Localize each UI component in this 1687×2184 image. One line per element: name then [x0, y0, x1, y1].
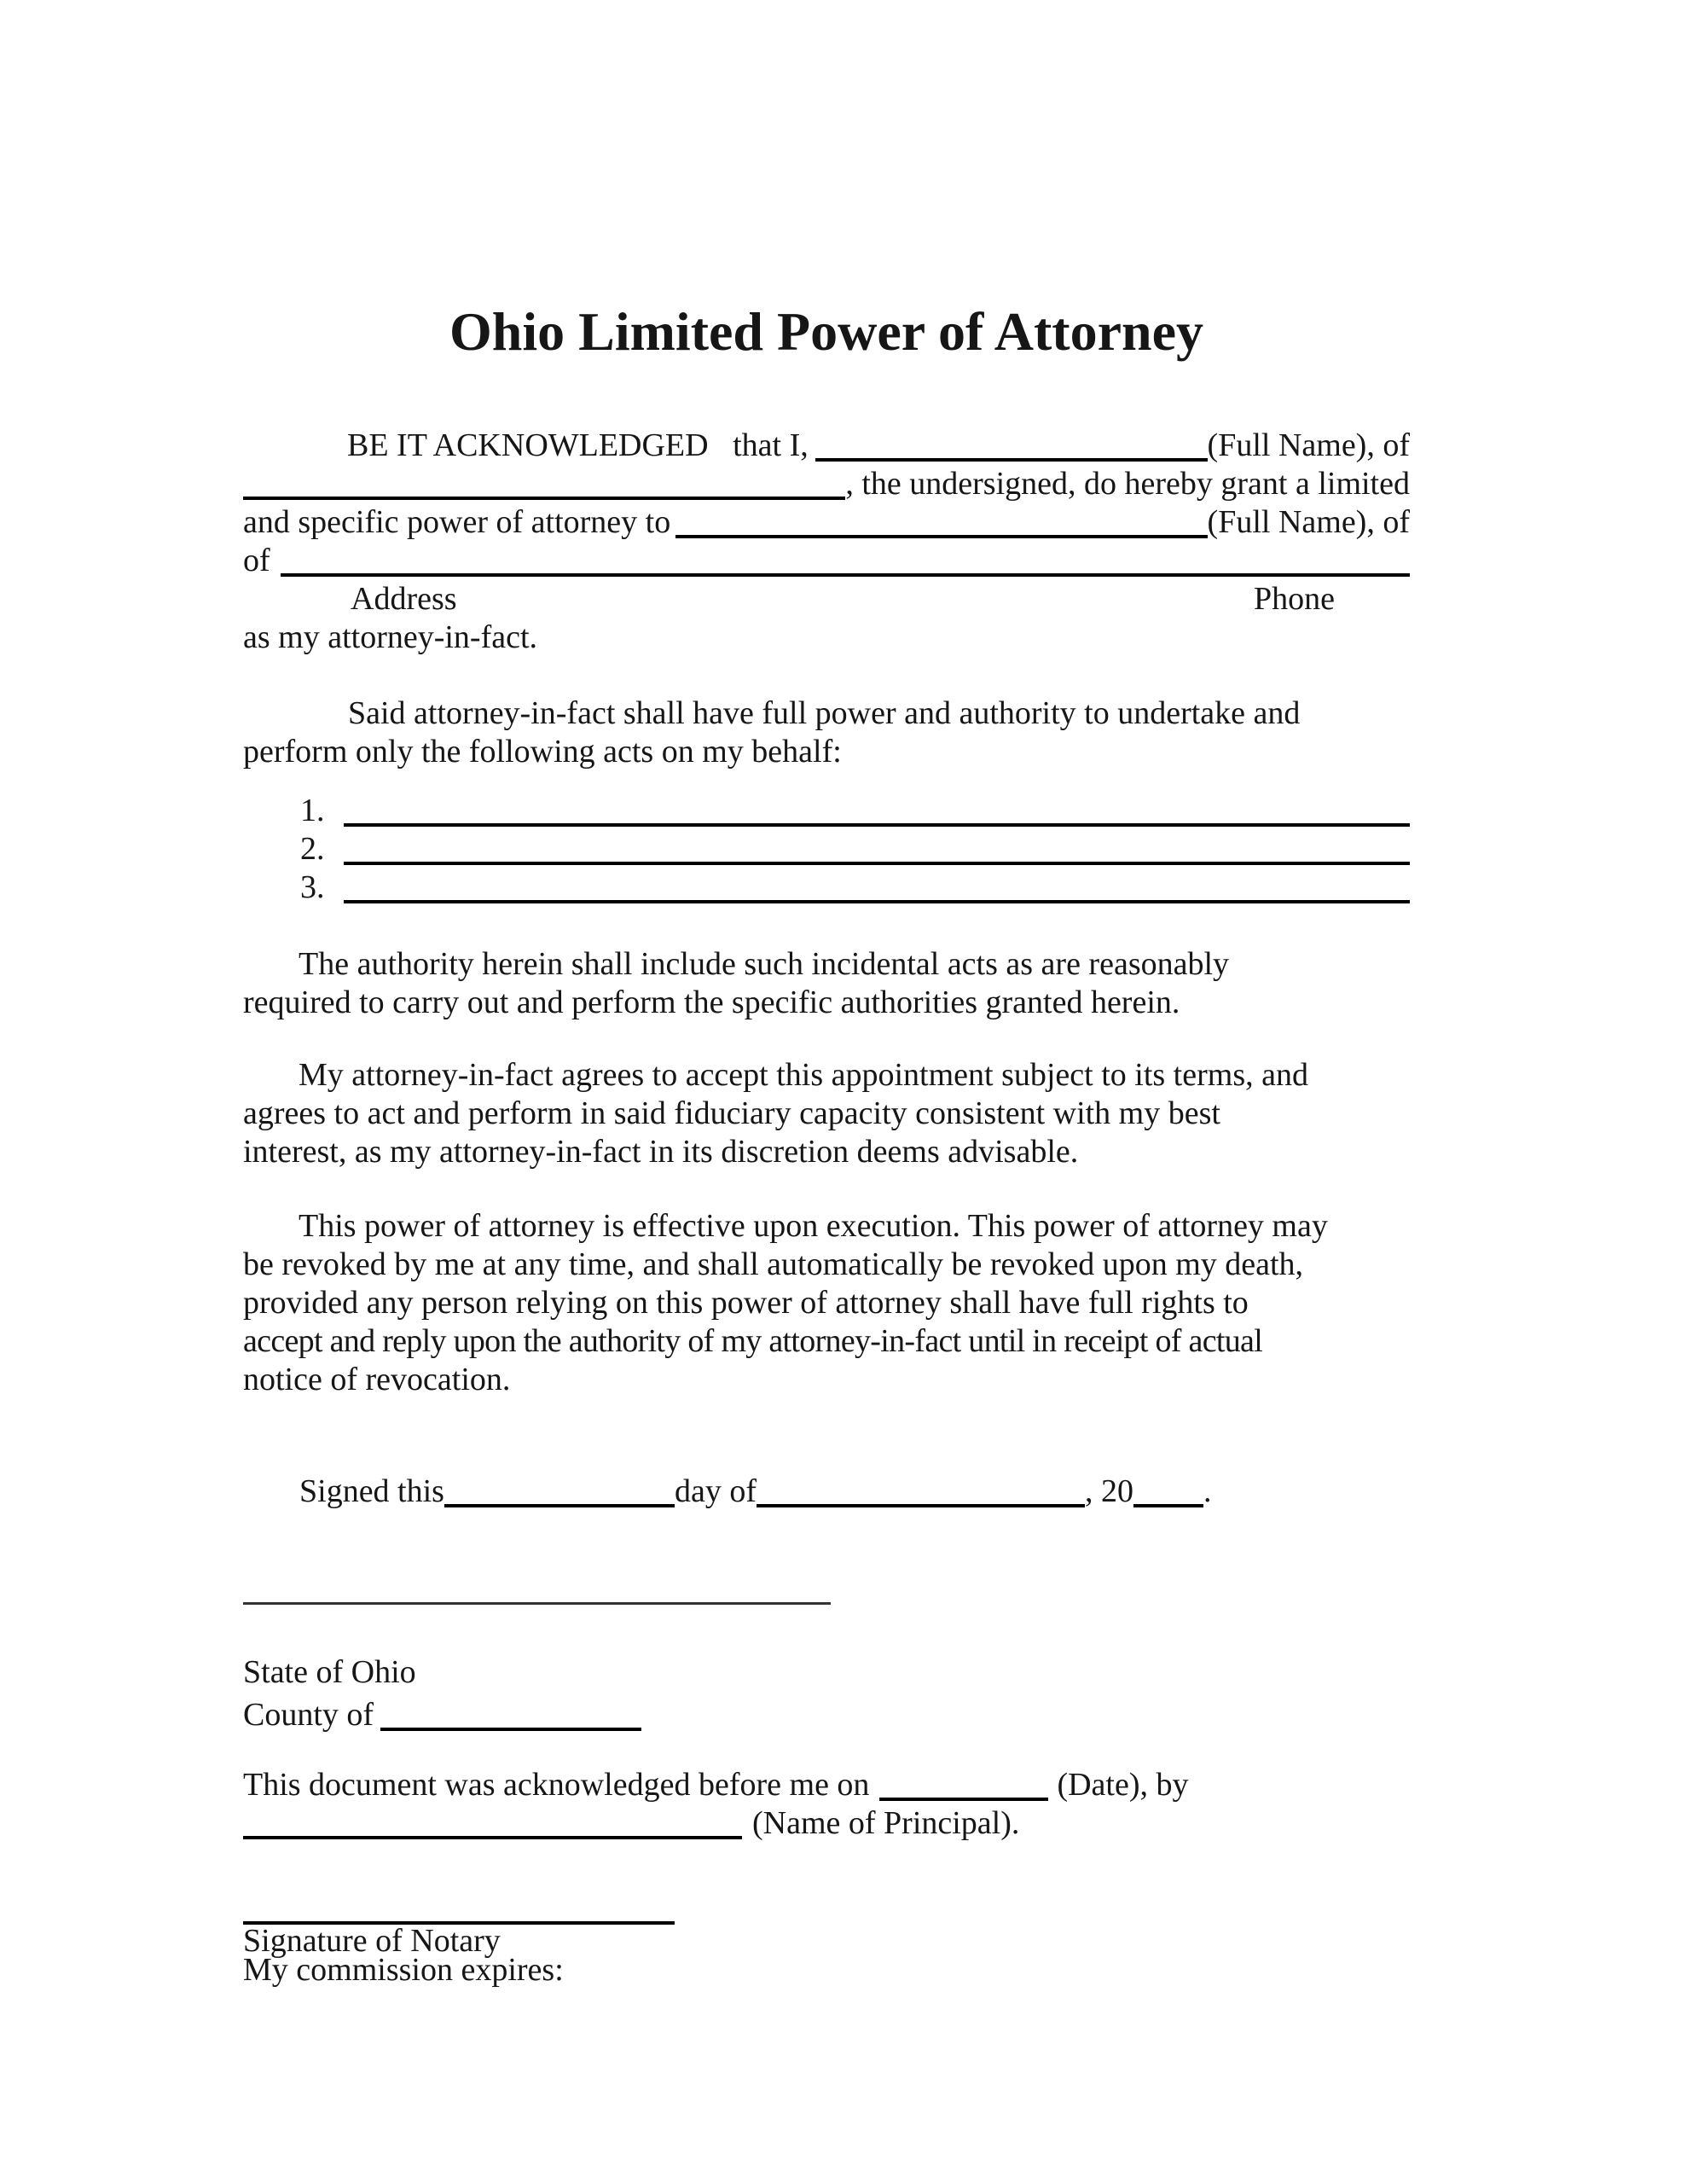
attorney-name-field[interactable] [675, 535, 1207, 538]
p1-l4-pre: of [243, 543, 270, 578]
state-line [243, 1653, 1410, 1692]
signed-year-field[interactable] [1133, 1504, 1203, 1507]
p5-line2 [243, 1246, 1410, 1284]
phone-label: Phone [1254, 581, 1335, 617]
act-row-3 [243, 868, 1410, 907]
act-1-number: 1. [300, 793, 325, 828]
county-pre: County of [243, 1697, 374, 1733]
notary-sig-text: Signature of Notary [243, 1923, 501, 1959]
county-line [243, 1696, 1410, 1734]
p5-l3-text: provided any person relying on this power of attorney shall have full rights to [243, 1285, 1249, 1321]
principal-address-field[interactable] [243, 497, 845, 500]
acknowledgment-line2 [243, 1804, 1410, 1843]
p4-l1-text: My attorney-in-fact agrees to accept this appointment subject to its terms, and [299, 1057, 1308, 1093]
attorney-address-phone-field[interactable] [281, 573, 1410, 577]
p5-l4-text: accept and reply upon the authority of my attorney-in-fact until in receipt of actual [243, 1323, 1263, 1359]
ack-date-field[interactable] [879, 1798, 1048, 1801]
p1-line6 [243, 619, 1410, 657]
p4-line1 [243, 1056, 1410, 1095]
p3-l1-text: The authority herein shall include such incidental acts as are reasonably [299, 946, 1230, 982]
act-2-number: 2. [300, 831, 325, 867]
p1-line3 [243, 503, 1410, 542]
p3-line2 [243, 984, 1410, 1022]
p1-l6-text: as my attorney-in-fact. [243, 619, 538, 655]
principal-signature-line[interactable] [243, 1602, 831, 1605]
county-field[interactable] [380, 1728, 641, 1731]
p1-l3-pre: and specific power of attorney to [243, 504, 671, 540]
p3-l2-text: required to carry out and perform the specific authorities granted herein. [243, 985, 1180, 1020]
act-3-number: 3. [300, 869, 325, 905]
principal-post: (Name of Principal). [752, 1805, 1020, 1841]
p1-l3-post: (Full Name), of [1207, 504, 1410, 540]
signed-end: . [1203, 1473, 1212, 1509]
p5-line4 [243, 1322, 1410, 1361]
signed-day-field[interactable] [444, 1504, 675, 1507]
ack-post: (Date), by [1057, 1767, 1189, 1803]
notary-signature-label [243, 1923, 1410, 1959]
p5-line3 [243, 1284, 1410, 1322]
act-3-field[interactable] [344, 900, 1410, 903]
p5-l5-text: notice of revocation. [243, 1362, 511, 1397]
p3-line1 [243, 945, 1410, 984]
p2-line2 [243, 733, 1410, 771]
p4-l3-text: interest, as my attorney-in-fact in its discretion deems advisable. [243, 1134, 1079, 1170]
ack-principal-name-field[interactable] [243, 1836, 742, 1839]
signed-mid: day of [674, 1473, 757, 1509]
commission-line [243, 1952, 1410, 1988]
p5-line1 [243, 1207, 1410, 1246]
address-label: Address [351, 581, 457, 617]
p5-l1-text: This power of attorney is effective upon execution. This power of attorney may [299, 1208, 1328, 1244]
p1-line1 [243, 427, 1410, 465]
p1-line4 [243, 542, 1410, 580]
p1-l1-pre: BE IT ACKNOWLEDGED that I, [347, 427, 809, 463]
p1-l2-text: , the undersigned, do hereby grant a limited [845, 466, 1410, 502]
p2-l1-text: Said attorney-in-fact shall have full power and authority to undertake and [348, 695, 1301, 731]
p5-l2-text: be revoked by me at any time, and shall automatically be revoked upon my death, [243, 1246, 1304, 1282]
p4-line3 [243, 1133, 1410, 1171]
state-text: State of Ohio [243, 1654, 416, 1690]
document-content [243, 0, 1410, 1988]
p2-line1 [243, 694, 1410, 733]
p4-line2 [243, 1095, 1410, 1133]
page-title: Ohio Limited Power of Attorney [449, 301, 1204, 362]
principal-name-field[interactable] [815, 458, 1208, 462]
acknowledgment-line1 [243, 1766, 1410, 1804]
commission-text: My commission expires: [243, 1952, 564, 1988]
p5-line5 [243, 1361, 1410, 1399]
signed-pre: Signed this [299, 1473, 444, 1509]
act-1-field[interactable] [344, 823, 1410, 827]
signed-line [243, 1472, 1410, 1511]
act-row-2 [243, 830, 1410, 868]
p2-l2-text: perform only the following acts on my behalf: [243, 734, 842, 770]
signed-year: , 20 [1085, 1473, 1133, 1509]
p4-l2-text: agrees to act and perform in said fiduciary capacity consistent with my best [243, 1095, 1220, 1131]
act-2-field[interactable] [344, 862, 1410, 865]
p1-line2 [243, 465, 1410, 503]
act-row-1 [243, 792, 1410, 830]
signed-month-field[interactable] [757, 1504, 1085, 1507]
p1-l1-post: (Full Name), of [1207, 427, 1410, 463]
ack-pre: This document was acknowledged before me on [243, 1767, 870, 1803]
p1-line5-labels [243, 580, 1410, 619]
